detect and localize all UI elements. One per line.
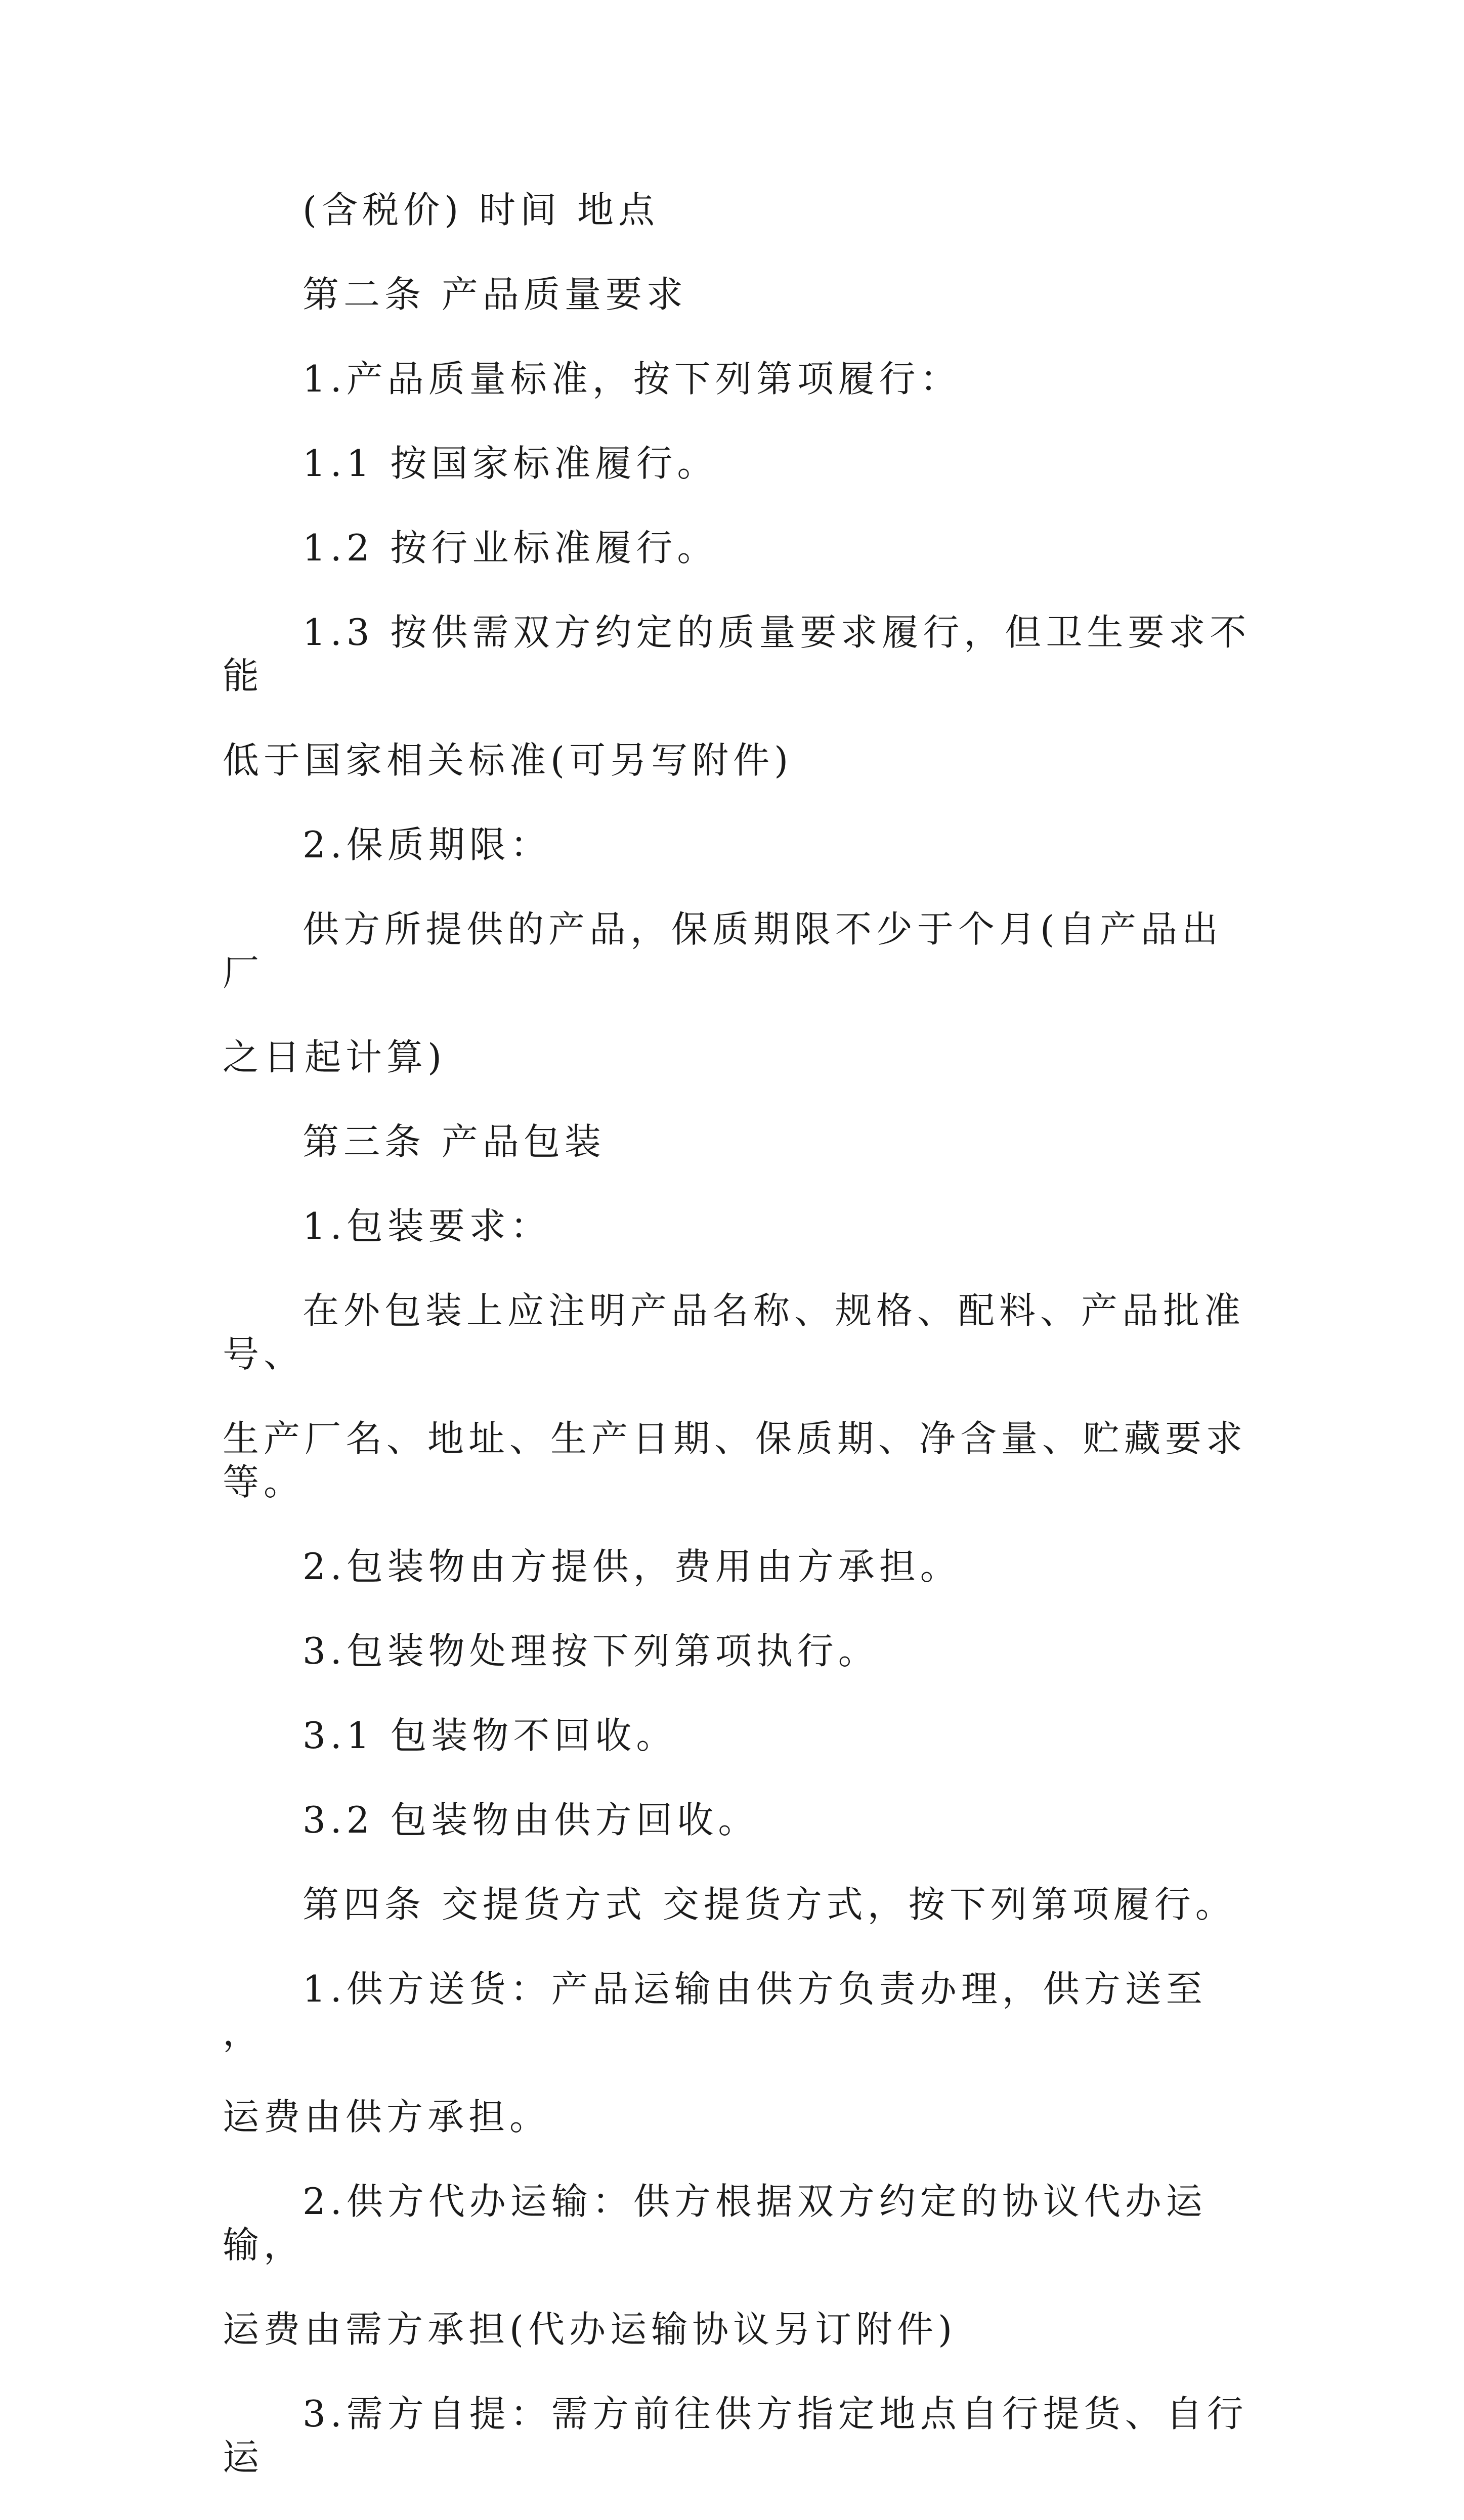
paragraph-line: 2.供方代办运输：供方根据双方约定的协议代办运输， [223, 2180, 1207, 2266]
paragraph-line: 3.包装物处理按下列第项执行。 [303, 1630, 879, 1672]
document-body [223, 188, 1255, 2520]
paragraph-packaging-not-recycled [223, 1714, 1255, 1757]
paragraph-price-time-place [223, 188, 1255, 232]
heading-article-3 [223, 1120, 1255, 1163]
paragraph-packaging-labels [223, 1289, 1255, 1504]
paragraph-national-standard [223, 442, 1255, 485]
paragraph-line: 1.1 按国家标准履行。 [303, 442, 718, 485]
paragraph-packaging-provider [223, 1545, 1255, 1588]
paragraph-line: 1.2 按行业标准履行。 [303, 527, 718, 569]
paragraph-industry-standard [223, 526, 1255, 570]
paragraph-line: 1.产品质量标准，按下列第项履行： [303, 358, 961, 400]
paragraph-line: 之日起计算) [223, 1036, 447, 1078]
paragraph-supplier-delivery [223, 1967, 1255, 2139]
paragraph-shelf-life-title [223, 823, 1255, 866]
paragraph-line: 3.需方自提：需方前往供方指定地点自行提货、自行运 [223, 2393, 1248, 2479]
paragraph-packaging-handling [223, 1629, 1255, 1673]
paragraph-line: 第二条 产品质量要求 [303, 273, 687, 316]
paragraph-line: 运费由需方承担(代办运输协议另订附件) [223, 2308, 957, 2351]
heading-article-4 [223, 1883, 1255, 1926]
paragraph-line: 生产厂名、地址、生产日期、保质期、净含量、贮藏要求等。 [223, 1417, 1247, 1503]
paragraph-quality-standard [223, 357, 1255, 401]
paragraph-packaging-recycled [223, 1798, 1255, 1842]
paragraph-line: 1.包装要求： [303, 1205, 551, 1247]
paragraph-line: 1.供方送货：产品运输由供方负责办理，供方送至 ， [223, 1968, 1207, 2054]
paragraph-line: 第四条 交提货方式 交提货方式，按下列第项履行。 [303, 1883, 1236, 1926]
paragraph-agent-transport [223, 2180, 1255, 2351]
paragraph-self-pickup [223, 2392, 1255, 2479]
paragraph-line: 在外包装上应注明产品名称、规格、配料、产品批准号、 [223, 1289, 1245, 1375]
heading-article-2 [223, 273, 1255, 316]
paragraph-line: 第三条 产品包装 [303, 1120, 606, 1163]
paragraph-line: 3.2 包装物由供方回收。 [303, 1799, 759, 1841]
paragraph-packaging-requirements [223, 1204, 1255, 1248]
paragraph-line: 低于国家相关标准(可另写附件) [223, 739, 793, 781]
paragraph-line: 3.1 包装物不回收。 [303, 1714, 677, 1757]
paragraph-line: 1.3 按供需双方约定的质量要求履行，但卫生要求不能 [223, 611, 1251, 697]
paragraph-line: 供方所提供的产品，保质期限不少于个月(自产品出厂 [223, 908, 1223, 994]
paragraph-shelf-life-detail [223, 907, 1255, 1079]
paragraph-line: 2.包装物由方提供，费用由方承担。 [303, 1545, 961, 1588]
paragraph-line: 运费由供方承担。 [223, 2096, 551, 2138]
paragraph-agreed-quality [223, 611, 1255, 782]
paragraph-line: (含税价) 时间 地点 [303, 189, 659, 231]
paragraph-line: 2.保质期限： [303, 823, 551, 866]
